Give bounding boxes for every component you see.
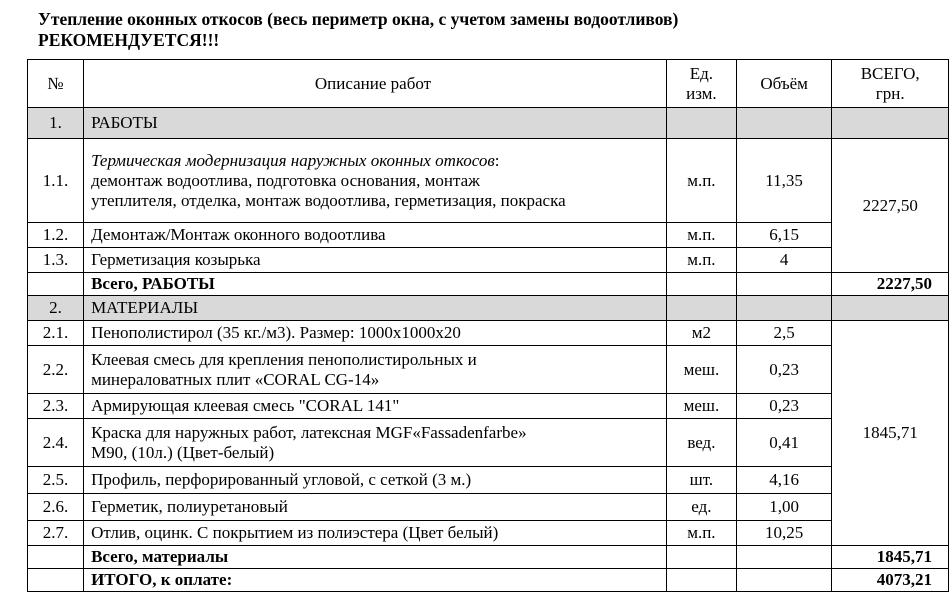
section-empty-cell [666, 296, 736, 321]
row-description: Армирующая клеевая смесь "CORAL 141" [84, 394, 667, 419]
row-no: 1.1. [28, 139, 84, 223]
row-no: 1.3. [28, 248, 84, 273]
section-empty-cell [832, 296, 949, 321]
row-description-italic: Термическая модернизация наружных оконных откосов [91, 150, 495, 170]
section-empty-cell [736, 296, 832, 321]
row-description-line-2: M90, (10л.) (Цвет-белый) [91, 442, 275, 462]
row-description [84, 346, 667, 394]
row-description [84, 419, 667, 467]
row-unit: м.п. [666, 521, 736, 546]
row-description: Герметизация козырька [84, 248, 667, 273]
grand-total-empty-cell [666, 569, 736, 592]
row-no: 2.2. [28, 346, 84, 394]
table-row [28, 248, 949, 273]
table-row [28, 223, 949, 248]
row-description-line-2: демонтаж водоотлива, подготовка основания, монтаж [91, 170, 480, 190]
header-unit-line-1: Ед. [689, 63, 714, 83]
subtotal-value: 2227,50 [832, 273, 949, 296]
row-description: Демонтаж/Монтаж оконного водоотлива [84, 223, 667, 248]
row-description-line-3: утеплителя, отделка, монтаж водоотлива, герметизация, покраска [91, 190, 566, 210]
grand-total-row [28, 569, 949, 592]
grand-total-label: ИТОГО, к оплате: [84, 569, 667, 592]
table-row [28, 321, 949, 346]
row-no: 2.5. [28, 467, 84, 494]
row-unit: вед. [666, 419, 736, 467]
header-unit-line-2: изм. [686, 83, 717, 103]
row-description [84, 139, 667, 223]
row-unit: ед. [666, 494, 736, 521]
row-no: 2.1. [28, 321, 84, 346]
header-total [832, 60, 949, 108]
row-no: 2.6. [28, 494, 84, 521]
materials-group-total: 1845,71 [832, 321, 949, 546]
header-total-line-1: ВСЕГО, [860, 63, 920, 83]
row-no: 2.3. [28, 394, 84, 419]
row-quantity: 2,5 [736, 321, 832, 346]
title-line-2: РЕКОМЕНДУЕТСЯ!!! [38, 30, 220, 50]
row-unit: меш. [666, 394, 736, 419]
row-quantity: 10,25 [736, 521, 832, 546]
row-unit: м.п. [666, 139, 736, 223]
row-description: Профиль, перфорированный угловой, с сеткой (3 м.) [84, 467, 667, 494]
row-quantity: 4,16 [736, 467, 832, 494]
row-description-line-2: минераловатных плит «CORAL CG-14» [91, 369, 380, 389]
section-empty-cell [832, 108, 949, 139]
row-description-colon: : [494, 150, 500, 170]
table-row [28, 467, 949, 494]
row-unit: меш. [666, 346, 736, 394]
header-description: Описание работ [84, 60, 667, 108]
row-no: 2.7. [28, 521, 84, 546]
row-no: 2.4. [28, 419, 84, 467]
section-no: 1. [28, 108, 84, 139]
subtotal-label: Всего, материалы [84, 546, 667, 569]
section-no: 2. [28, 296, 84, 321]
row-description: Отлив, оцинк. С покрытием из полиэстера (Цвет белый) [84, 521, 667, 546]
section-label: МАТЕРИАЛЫ [84, 296, 667, 321]
row-unit: м2 [666, 321, 736, 346]
row-no: 1.2. [28, 223, 84, 248]
subtotal-empty-cell [28, 546, 84, 569]
row-unit: м.п. [666, 223, 736, 248]
section-row-works [28, 108, 949, 139]
table-row [28, 139, 949, 223]
grand-total-empty-cell [736, 569, 832, 592]
row-description: Пенополистирол (35 кг./м3). Размер: 1000х1000х20 [84, 321, 667, 346]
table-header-row [28, 60, 949, 108]
works-group-total: 2227,50 [832, 139, 949, 273]
header-no: № [28, 60, 84, 108]
header-unit [666, 60, 736, 108]
subtotal-empty-cell [28, 273, 84, 296]
subtotal-row-works [28, 273, 949, 296]
row-quantity: 4 [736, 248, 832, 273]
table-row [28, 494, 949, 521]
grand-total-empty-cell [28, 569, 84, 592]
row-quantity: 0,23 [736, 346, 832, 394]
header-quantity: Объём [736, 60, 832, 108]
subtotal-value: 1845,71 [832, 546, 949, 569]
subtotal-empty-cell [736, 546, 832, 569]
table-row [28, 419, 949, 467]
row-unit: м.п. [666, 248, 736, 273]
row-quantity: 0,41 [736, 419, 832, 467]
document-title [38, 9, 938, 51]
section-empty-cell [736, 108, 832, 139]
header-total-line-2: грн. [875, 83, 905, 103]
section-row-materials [28, 296, 949, 321]
row-unit: шт. [666, 467, 736, 494]
row-quantity: 6,15 [736, 223, 832, 248]
table-row [28, 346, 949, 394]
row-description: Герметик, полиуретановый [84, 494, 667, 521]
row-description-line-1: Клеевая смесь для крепления пенополистирольных и [91, 349, 477, 369]
subtotal-row-materials [28, 546, 949, 569]
subtotal-empty-cell [666, 273, 736, 296]
section-label: РАБОТЫ [84, 108, 667, 139]
row-quantity: 11,35 [736, 139, 832, 223]
table-row [28, 394, 949, 419]
row-description-line-1: Краска для наружных работ, латексная MGF«Fassadenfarbe» [91, 422, 527, 442]
subtotal-empty-cell [666, 546, 736, 569]
row-quantity: 1,00 [736, 494, 832, 521]
subtotal-empty-cell [736, 273, 832, 296]
table-row [28, 521, 949, 546]
title-line-1: Утепление оконных откосов (весь периметр окна, с учетом замены водоотливов) [38, 9, 679, 29]
subtotal-label: Всего, РАБОТЫ [84, 273, 667, 296]
estimate-table [27, 59, 949, 592]
section-empty-cell [666, 108, 736, 139]
grand-total-value: 4073,21 [832, 569, 949, 592]
row-quantity: 0,23 [736, 394, 832, 419]
